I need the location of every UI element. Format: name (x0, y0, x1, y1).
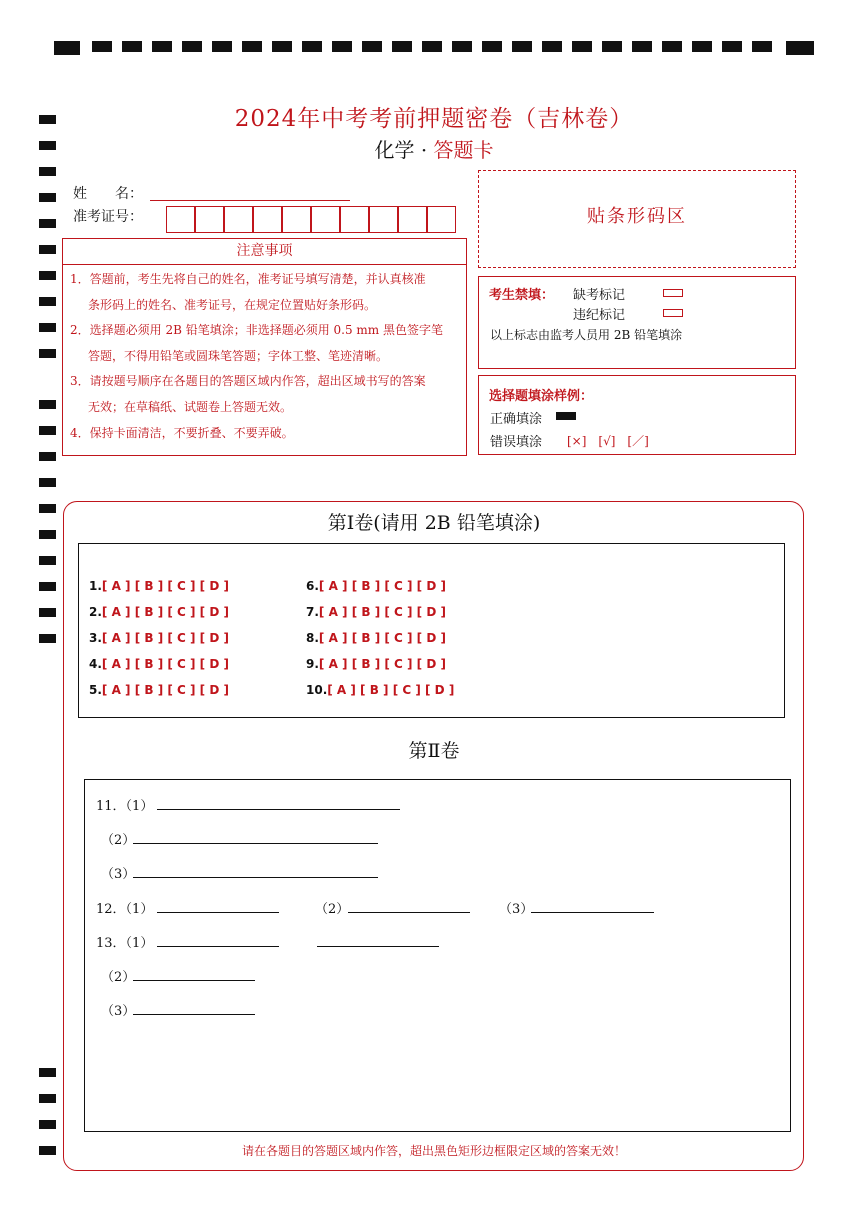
timing-mark (452, 41, 472, 52)
exam-id-digit-cell[interactable] (166, 206, 195, 233)
absent-mark-label: 缺考标记 (573, 288, 626, 303)
notice-heading: 注意事项 (62, 238, 467, 265)
open-answer-box (84, 779, 791, 1132)
timing-mark (39, 452, 56, 461)
section1-title: 第Ⅰ卷(请用 2B 铅笔填涂) (327, 512, 541, 534)
exam-id-digit-cell[interactable] (340, 206, 369, 233)
timing-mark (602, 41, 622, 52)
barcode-label: 贴条形码区 (587, 206, 687, 227)
q13-part1-second-answer-line[interactable] (317, 946, 439, 947)
fill-example-heading: 选择题填涂样例： (489, 389, 594, 404)
timing-mark (39, 400, 56, 409)
question-5-row[interactable] (89, 683, 229, 697)
notice-item-1 (70, 266, 462, 318)
timing-mark (39, 297, 56, 306)
footer-warning: 请在各题目的答题区域内作答，超出黑色矩形边框限定区域的答案无效！ (241, 1144, 626, 1158)
timing-mark (182, 41, 202, 52)
q11-part3-answer-line[interactable] (133, 877, 378, 878)
correct-fill-label: 正确填涂 (490, 412, 543, 427)
exam-id-digit-cell[interactable] (224, 206, 253, 233)
timing-mark (54, 41, 80, 55)
question-4-row[interactable] (89, 657, 229, 671)
question-7-row[interactable] (306, 605, 446, 619)
wrong-fill-samples: [×] [√] [／] (567, 434, 649, 448)
subject-label: 化学 (374, 138, 415, 162)
timing-mark (572, 41, 592, 52)
timing-mark (39, 582, 56, 591)
q13-part3-label: （3） (101, 1004, 136, 1019)
question-options[interactable]: [ A ] [ B ] [ C ] [ D ] (101, 579, 229, 593)
q12-part2-label: （2） (315, 902, 350, 917)
violation-mark-label: 违纪标记 (573, 308, 626, 323)
question-options[interactable]: [ A ] [ B ] [ C ] [ D ] (318, 631, 446, 645)
timing-mark (272, 41, 292, 52)
subtitle-separator: · (420, 138, 428, 162)
notice-line: 1．答题前，考生先将自己的姓名，准考证号填写清楚，并认真核准 (70, 272, 426, 286)
notice-item-4 (70, 420, 462, 446)
question-options[interactable]: [ A ] [ B ] [ C ] [ D ] (101, 657, 229, 671)
q13-part2-label: （2） (101, 970, 136, 985)
name-label: 姓 名： (73, 186, 143, 202)
timing-mark (332, 41, 352, 52)
notice-line: 2．选择题必须用 2B 铅笔填涂；非选择题必须用 0.5 mm 黑色签字笔 (70, 323, 444, 337)
timing-mark (152, 41, 172, 52)
question-options[interactable]: [ A ] [ B ] [ C ] [ D ] (318, 657, 446, 671)
exam-id-digit-cell[interactable] (398, 206, 427, 233)
timing-mark (362, 41, 382, 52)
q12-part1-answer-line[interactable] (157, 912, 279, 913)
question-number: 6. (306, 579, 319, 593)
question-number: 9. (306, 657, 319, 671)
q12-part2-answer-line[interactable] (348, 912, 470, 913)
q13-part1-label: 13．（1） (96, 936, 154, 951)
timing-mark (242, 41, 262, 52)
timing-mark (212, 41, 232, 52)
q11-part3-label: （3） (101, 867, 136, 882)
answer-card-label: 答题卡 (433, 138, 494, 162)
notice-line: 答题，不得用铅笔或圆珠笔答题；字体工整、笔迹清晰。 (88, 349, 389, 363)
timing-mark (92, 41, 112, 52)
question-9-row[interactable] (306, 657, 446, 671)
question-6-row[interactable] (306, 579, 446, 593)
timing-mark (39, 634, 56, 643)
notice-item-3 (70, 368, 462, 420)
question-number: 10. (306, 683, 328, 697)
timing-mark (482, 41, 502, 52)
q11-part1-label: 11．（1） (96, 799, 154, 814)
q11-part2-answer-line[interactable] (133, 843, 378, 844)
timing-mark (39, 219, 56, 228)
timing-mark (632, 41, 652, 52)
question-2-row[interactable] (89, 605, 229, 619)
timing-mark (39, 556, 56, 565)
q11-part1-answer-line[interactable] (157, 809, 400, 810)
question-number: 8. (306, 631, 319, 645)
timing-mark (662, 41, 682, 52)
timing-mark (302, 41, 322, 52)
notice-line: 无效；在草稿纸、试题卷上答题无效。 (88, 400, 293, 414)
timing-mark (786, 41, 814, 55)
wrong-fill-label: 错误填涂 (490, 435, 543, 450)
exam-id-digit-cell[interactable] (311, 206, 340, 233)
timing-mark (39, 271, 56, 280)
q12-part3-answer-line[interactable] (531, 912, 654, 913)
q12-part3-label: （3） (499, 902, 534, 917)
question-options[interactable]: [ A ] [ B ] [ C ] [ D ] (318, 605, 446, 619)
examiner-only-heading: 考生禁填： (489, 288, 555, 303)
exam-id-digit-cell[interactable] (369, 206, 398, 233)
exam-id-digit-cell[interactable] (253, 206, 282, 233)
question-options[interactable]: [ A ] [ B ] [ C ] [ D ] (101, 683, 229, 697)
timing-mark (542, 41, 562, 52)
correct-fill-sample (556, 412, 576, 420)
timing-mark (39, 323, 56, 332)
q11-part2-label: （2） (101, 833, 136, 848)
question-1-row[interactable] (89, 579, 229, 593)
notice-line: 条形码上的姓名、准考证号，在规定位置贴好条形码。 (88, 298, 377, 312)
question-options[interactable]: [ A ] [ B ] [ C ] [ D ] (101, 631, 229, 645)
timing-mark (39, 193, 56, 202)
barcode-area (478, 170, 796, 268)
question-number: 1. (89, 579, 102, 593)
notice-item-2 (70, 317, 462, 369)
timing-mark (39, 426, 56, 435)
question-number: 2. (89, 605, 102, 619)
timing-mark (39, 167, 56, 176)
question-number: 7. (306, 605, 319, 619)
timing-mark (512, 41, 532, 52)
page-subtitle (0, 134, 868, 163)
timing-mark (122, 41, 142, 52)
q13-part2-answer-line[interactable] (133, 980, 255, 981)
timing-mark (692, 41, 712, 52)
question-number: 4. (89, 657, 102, 671)
examiner-note: 以上标志由监考人员用 2B 铅笔填涂 (490, 328, 683, 342)
timing-mark (39, 478, 56, 487)
question-options[interactable]: [ A ] [ B ] [ C ] [ D ] (327, 683, 455, 697)
timing-mark (722, 41, 742, 52)
q13-part3-answer-line[interactable] (133, 1014, 255, 1015)
timing-mark (39, 349, 56, 358)
name-field[interactable] (150, 200, 350, 201)
question-3-row[interactable] (89, 631, 229, 645)
absent-mark-box[interactable] (663, 289, 683, 297)
timing-mark (752, 41, 772, 52)
timing-mark (39, 1120, 56, 1129)
notice-line: 3．请按题号顺序在各题目的答题区域内作答，超出区域书写的答案 (70, 374, 426, 388)
exam-id-digit-cell[interactable] (195, 206, 224, 233)
q13-part1-answer-line[interactable] (157, 946, 279, 947)
timing-mark (39, 1068, 56, 1077)
exam-id-digit-cell[interactable] (282, 206, 311, 233)
exam-id-digit-cell[interactable] (427, 206, 456, 233)
exam-id-label: 准考证号： (73, 209, 143, 225)
timing-mark (422, 41, 442, 52)
question-number: 3. (89, 631, 102, 645)
violation-mark-box[interactable] (663, 309, 683, 317)
question-8-row[interactable] (306, 631, 446, 645)
section2-title: 第Ⅱ卷 (408, 740, 460, 762)
timing-mark (392, 41, 412, 52)
notice-line: 4．保持卡面清洁，不要折叠、不要弄破。 (70, 426, 294, 440)
q12-part1-label: 12．（1） (96, 902, 154, 917)
timing-mark (39, 245, 56, 254)
timing-mark (39, 1094, 56, 1103)
timing-mark (39, 608, 56, 617)
question-10-row[interactable] (306, 683, 454, 697)
question-options[interactable]: [ A ] [ B ] [ C ] [ D ] (318, 579, 446, 593)
question-number: 5. (89, 683, 102, 697)
page-title: 2024年中考考前押题密卷（吉林卷） (234, 106, 634, 132)
question-options[interactable]: [ A ] [ B ] [ C ] [ D ] (101, 605, 229, 619)
